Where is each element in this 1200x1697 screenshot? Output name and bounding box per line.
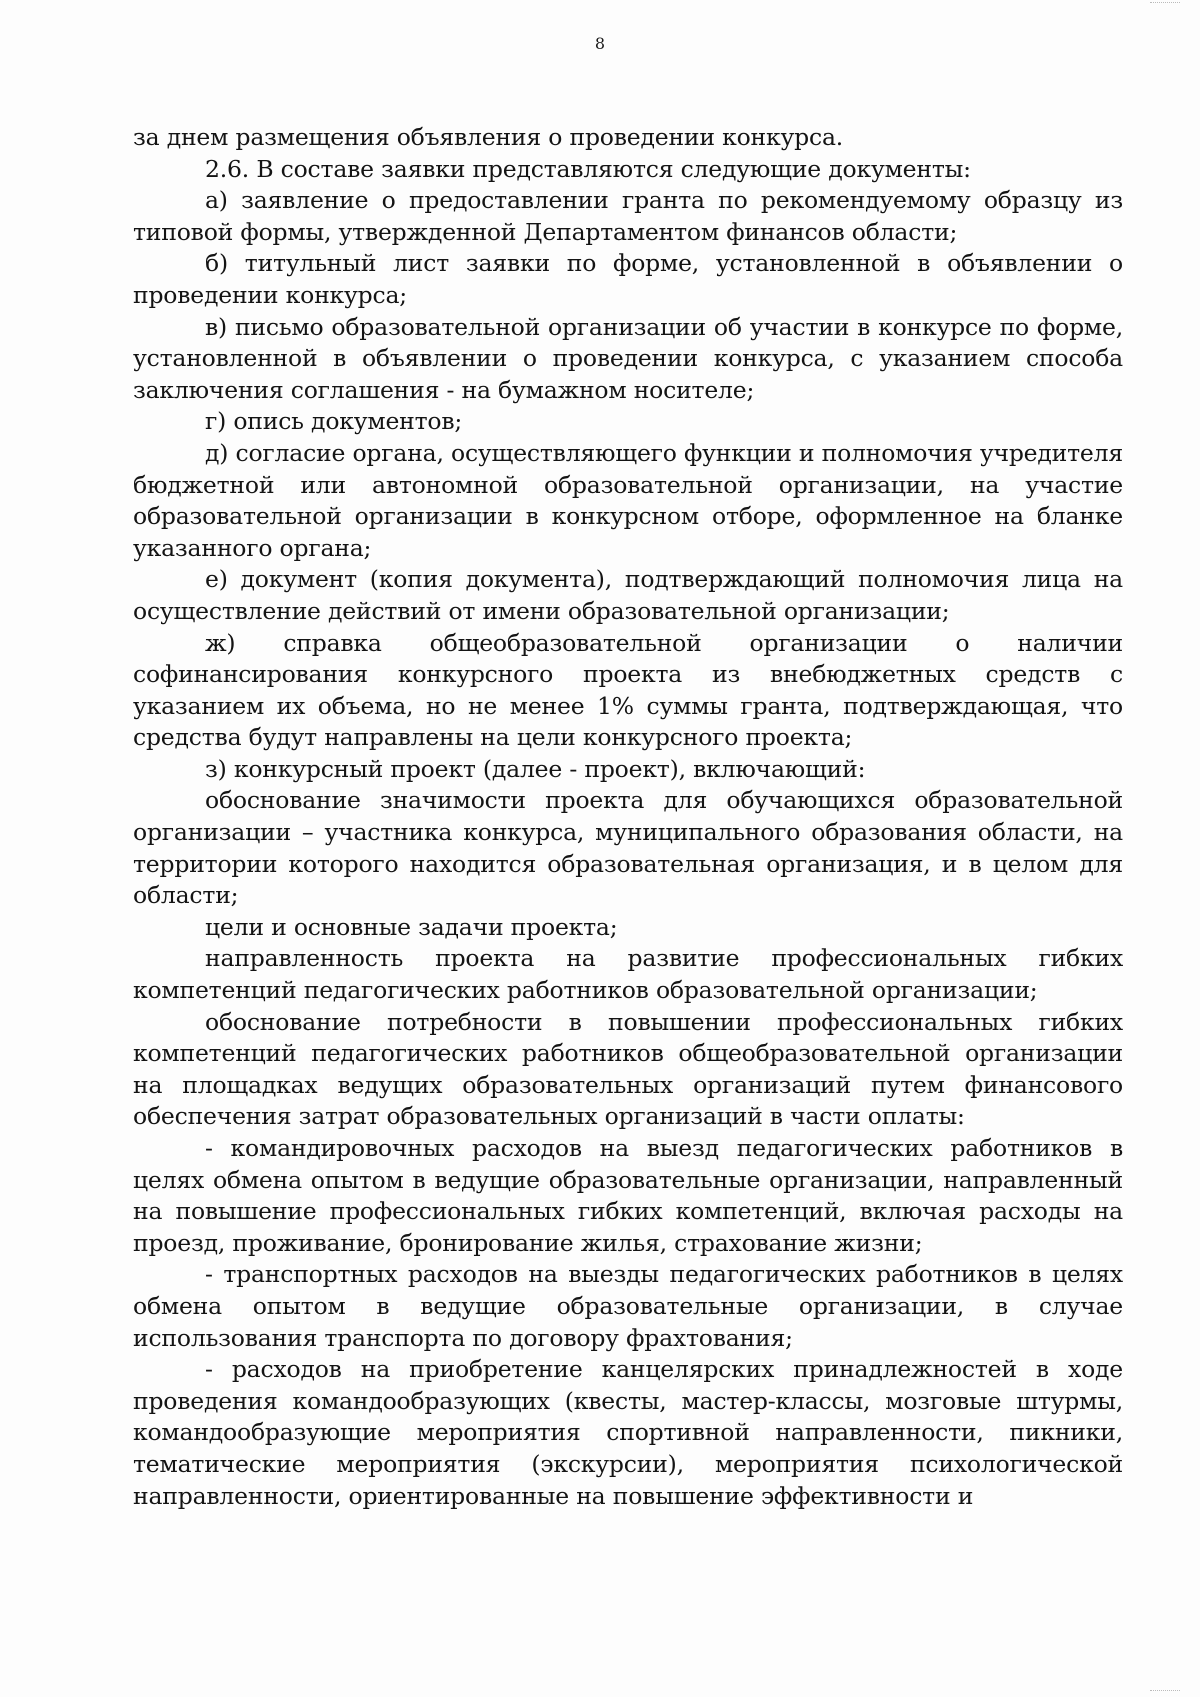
- paragraph-item-d: д) согласие органа, осуществляющего функции и полномочия учредителя бюджетной или автономной образовательной организации, на участие образовательной организации в конкурсном отборе, оформленное на бланке указанного органа;: [133, 438, 1123, 562]
- paragraph-stationery-expenses: - расходов на приобретение канцелярских принадлежностей в ходе проведения командообразующих (квесты, мастер-классы, мозговые штурмы, командообразующие мероприятия спортивной направленности, пикники, тематические мероприятия (экскурсии), мероприятия психологической направленности, ориентированные на повышение эффективности и: [133, 1355, 1123, 1510]
- paragraph-item-e: е) документ (копия документа), подтверждающий полномочия лица на осуществление действий от имени образовательной организации;: [133, 565, 1123, 625]
- paragraph-item-z: з) конкурсный проект (далее - проект), включающий:: [205, 754, 866, 783]
- paragraph-continuation: за днем размещения объявления о проведении конкурса.: [133, 123, 844, 151]
- paragraph-item-a: а) заявление о предоставлении гранта по рекомендуемому образцу из типовой формы, утвержденной Департаментом финансов области;: [133, 186, 1123, 246]
- paragraph-item-zh: ж) справка общеобразовательной организации о наличии софинансирования конкурсного проекта из внебюджетных средств с указанием их объема, но не менее 1% суммы гранта, подтверждающая, что средства будут направлены на цели конкурсного проекта;: [133, 628, 1123, 752]
- document-body: [133, 122, 1123, 1512]
- paragraph-item-v: в) письмо образовательной организации об участии в конкурсе по форме, установленной в объявлении о проведении конкурса, с указанием способа заключения соглашения - на бумажном носителе;: [133, 312, 1123, 404]
- paragraph-project-focus: направленность проекта на развитие профессиональных гибких компетенций педагогических работников образовательной организации;: [133, 944, 1123, 1005]
- paragraph-travel-expenses: - командировочных расходов на выезд педагогических работников в целях обмена опытом в ведущие образовательные организации, направленный на повышение профессиональных гибких компетенций, включая расходы на проезд, проживание, бронирование жилья, страхование жизни;: [133, 1134, 1123, 1257]
- paragraph-item-g: г) опись документов;: [205, 407, 463, 436]
- paragraph-project-justification: обоснование значимости проекта для обучающихся образовательной организации – участника конкурса, муниципального образования области, на территории которого находится образовательная организация, и в целом для области;: [133, 786, 1123, 910]
- paragraph-project-goals: цели и основные задачи проекта;: [205, 912, 618, 941]
- scan-mark-bottom: [1150, 1690, 1180, 1695]
- paragraph-item-b: б) титульный лист заявки по форме, установленной в объявлении о проведении конкурса;: [133, 249, 1123, 309]
- page-number: 8: [594, 34, 606, 53]
- scan-mark-top: [1150, 2, 1180, 7]
- paragraph-2-6: 2.6. В составе заявки представляются следующие документы:: [205, 154, 971, 183]
- paragraph-need-justification: обоснование потребности в повышении профессиональных гибких компетенций педагогических работников общеобразовательной организации на площадках ведущих образовательных организаций путем финансового обеспечения затрат образовательных организаций в части оплаты:: [133, 1007, 1123, 1131]
- paragraph-transport-expenses: - транспортных расходов на выезды педагогических работников в целях обмена опытом в ведущие образовательные организации, в случае использования транспорта по договору фрахтования;: [133, 1260, 1123, 1352]
